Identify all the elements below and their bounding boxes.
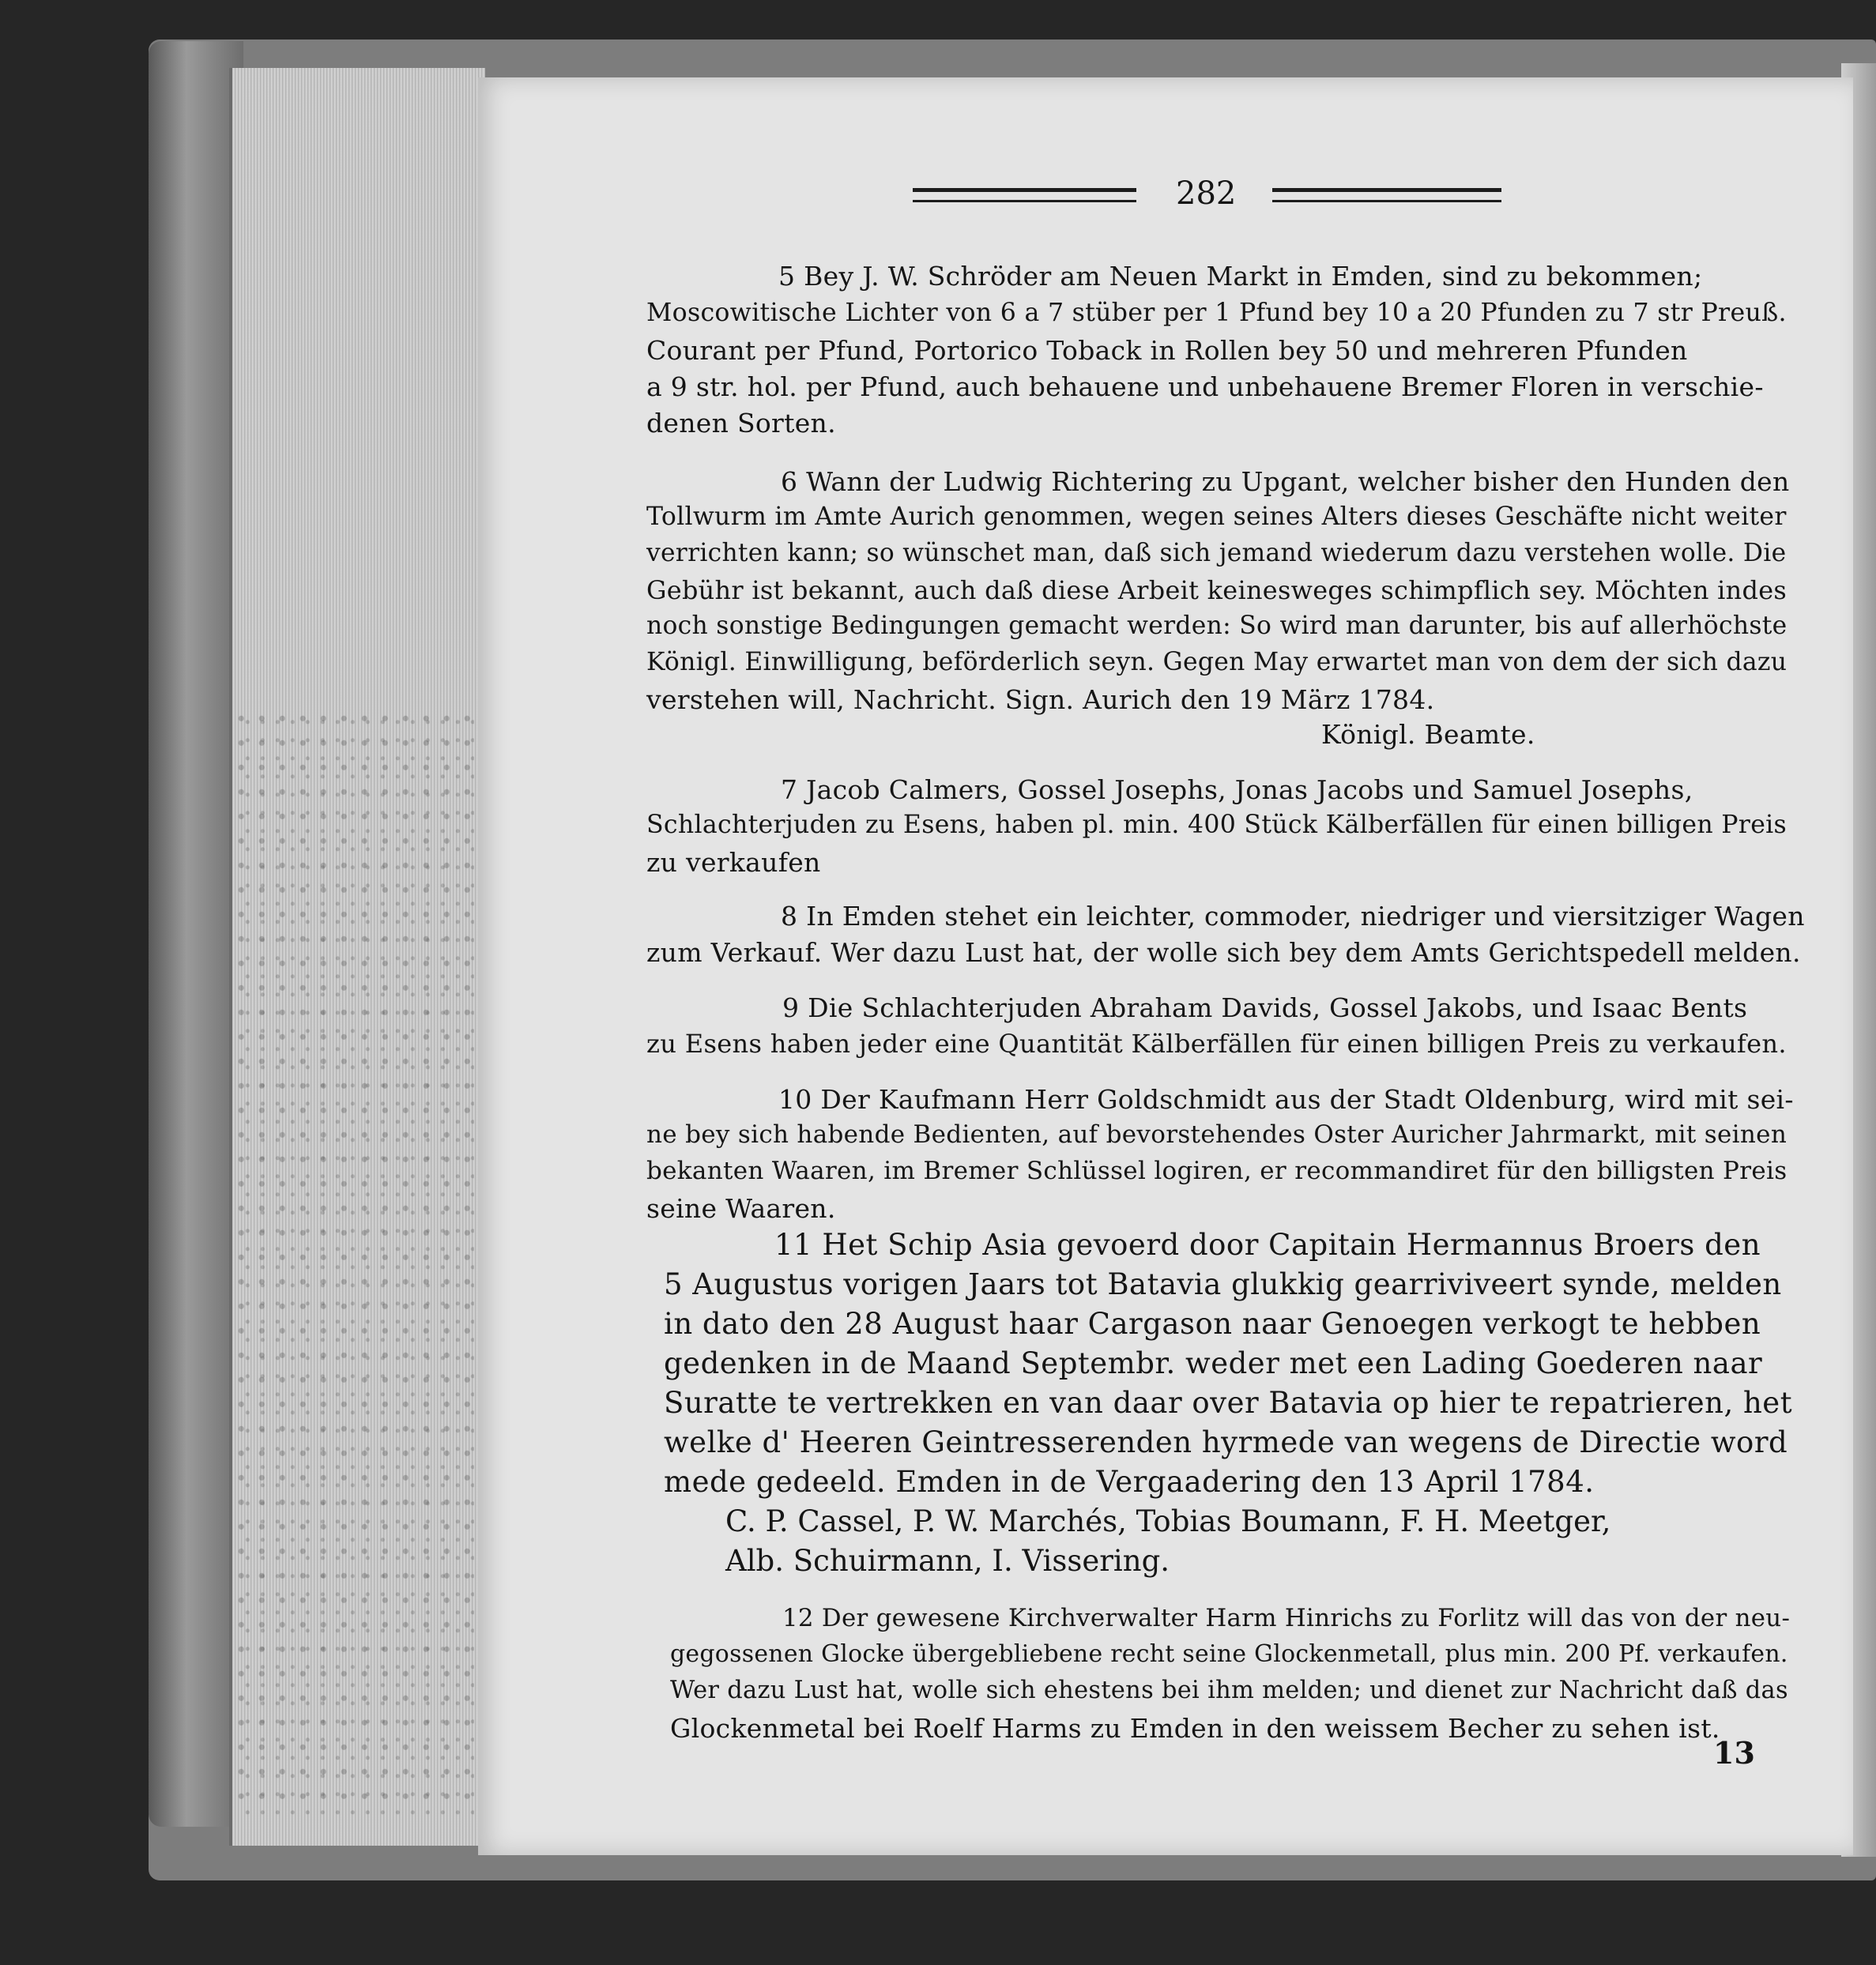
text-line: 9 Die Schlachterjuden Abraham Davids, Gossel Jakobs, und Isaac Bents bbox=[782, 992, 1748, 1023]
text-line: gegossenen Glocke übergebliebene recht seine Glockenmetall, plus min. 200 Pf. verkaufen. bbox=[670, 1640, 1788, 1668]
text-line: verstehen will, Nachricht. Sign. Aurich den 19 März 1784. bbox=[646, 684, 1435, 715]
text-line: welke d' Heeren Geintresserenden hyrmede van wegens de Directie word bbox=[664, 1425, 1788, 1459]
text-line: 11 Het Schip Asia gevoerd door Capitain Hermannus Broers den bbox=[774, 1228, 1761, 1262]
text-line: Schlachterjuden zu Esens, haben pl. min. 400 Stück Kälberfällen für einen billigen Preis bbox=[646, 811, 1787, 839]
signature: Königl. Beamte. bbox=[1321, 719, 1535, 750]
text-line: bekanten Waaren, im Bremer Schlüssel logiren, er recommandiret für den billigsten Preis bbox=[646, 1157, 1787, 1185]
catchword: 13 bbox=[1713, 1735, 1755, 1771]
text-line: zu Esens haben jeder eine Quantität Kälberfällen für einen billigen Preis zu verkaufen. bbox=[646, 1029, 1787, 1059]
text-line: Königl. Einwilligung, beförderlich seyn. Gegen May erwartet man von dem der sich dazu bbox=[646, 648, 1787, 676]
header-rule-left bbox=[913, 188, 1136, 202]
text-line: seine Waaren. bbox=[646, 1193, 836, 1224]
text-line: zum Verkauf. Wer dazu Lust hat, der wolle sich bey dem Amts Gerichtspedell melden. bbox=[646, 937, 1801, 968]
text-line: Courant per Pfund, Portorico Toback in Rollen bey 50 und mehreren Pfunden bbox=[646, 335, 1688, 366]
page-number: 282 bbox=[1176, 175, 1237, 212]
text-line: in dato den 28 August haar Cargason naar Genoegen verkogt te hebben bbox=[664, 1307, 1761, 1341]
text-line: 8 In Emden stehet ein leichter, commoder, niedriger und viersitziger Wagen bbox=[781, 901, 1805, 932]
text-line: Gebühr ist bekannt, auch daß diese Arbeit keinesweges schimpflich sey. Möchten indes bbox=[646, 575, 1787, 605]
text-line: ne bey sich habende Bedienten, auf bevorstehendes Oster Auricher Jahrmarkt, mit seinen bbox=[646, 1120, 1787, 1149]
text-line: 6 Wann der Ludwig Richtering zu Upgant, welcher bisher den Hunden den bbox=[781, 466, 1790, 497]
text-line: Moscowitische Lichter von 6 a 7 stüber per 1 Pfund bey 10 a 20 Pfunden zu 7 str Preuß. bbox=[646, 299, 1787, 327]
text-line: Wer dazu Lust hat, wolle sich ehestens bei ihm melden; und dienet zur Nachricht daß das bbox=[670, 1677, 1788, 1704]
signatories-line: Alb. Schuirmann, I. Vissering. bbox=[725, 1544, 1170, 1578]
text-line: Tollwurm im Amte Aurich genommen, wegen seines Alters dieses Geschäfte nicht weiter bbox=[646, 503, 1787, 531]
text-line: zu verkaufen bbox=[646, 847, 821, 878]
text-line: noch sonstige Bedingungen gemacht werden: So wird man darunter, bis auf allerhöchste bbox=[646, 612, 1787, 640]
header-rule-right bbox=[1272, 188, 1501, 202]
text-line: 7 Jacob Calmers, Gossel Josephs, Jonas Jacobs und Samuel Josephs, bbox=[781, 774, 1693, 805]
text-line: a 9 str. hol. per Pfund, auch behauene und unbehauene Bremer Floren in verschie- bbox=[646, 371, 1764, 402]
text-line: mede gedeeld. Emden in de Vergaadering den 13 April 1784. bbox=[664, 1465, 1595, 1499]
text-line: 10 Der Kaufmann Herr Goldschmidt aus der Stadt Oldenburg, wird mit sei- bbox=[778, 1084, 1794, 1115]
text-line: Suratte te vertrekken en van daar over Batavia op hier te repatrieren, het bbox=[664, 1386, 1793, 1420]
text-line: denen Sorten. bbox=[646, 408, 836, 439]
signatories-line: C. P. Cassel, P. W. Marchés, Tobias Boumann, F. H. Meetger, bbox=[725, 1504, 1611, 1538]
page-edge-foxing bbox=[237, 711, 474, 1817]
text-line: 12 Der gewesene Kirchverwalter Harm Hinrichs zu Forlitz will das von der neu- bbox=[782, 1604, 1791, 1632]
text-line: gedenken in de Maand Septembr. weder met een Lading Goederen naar bbox=[664, 1346, 1763, 1380]
text-line: 5 Augustus vorigen Jaars tot Batavia glukkig gearriviveert synde, melden bbox=[664, 1267, 1782, 1301]
text-line: Glockenmetal bei Roelf Harms zu Emden in den weissem Becher zu sehen ist. bbox=[670, 1713, 1720, 1744]
text-line: verrichten kann; so wünschet man, daß sich jemand wiederum dazu verstehen wolle. Die bbox=[646, 539, 1787, 567]
text-line: 5 Bey J. W. Schröder am Neuen Markt in Emden, sind zu bekommen; bbox=[778, 261, 1703, 292]
